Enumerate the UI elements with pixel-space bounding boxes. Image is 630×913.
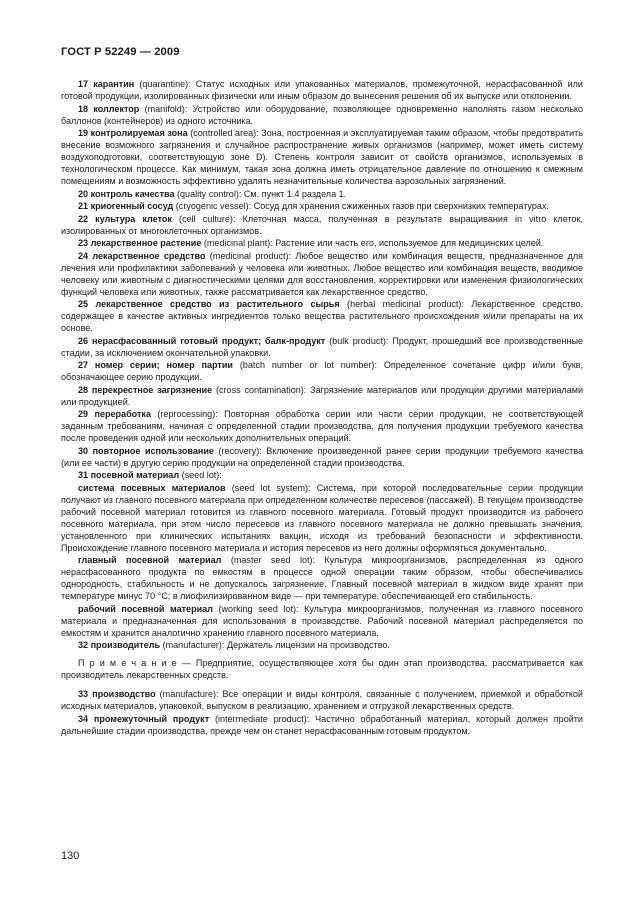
term-definition: (batch number or lot number): Определенное сочетание цифр и/или букв, обозначающее серию продукции. bbox=[61, 360, 583, 382]
term-definition: (quarantine): Статус исходных или упакованных материалов, промежуточной, нерасфасованной или готовой продукции, изолированных физически или иным образом до вынесения решения об их выпуске или отклонении. bbox=[61, 79, 583, 101]
term-definition: (medicinal plant): Растение или часть его, используемое для медицинских целей. bbox=[201, 238, 544, 248]
term-entry-34 bbox=[61, 713, 583, 737]
document-header: ГОСТ Р 52249 — 2009 bbox=[61, 46, 180, 58]
page-number: 130 bbox=[61, 850, 80, 862]
term-name: 34 промежуточный продукт bbox=[78, 713, 210, 724]
term-definition: (seed lot): bbox=[179, 470, 222, 480]
term-definition: (intermediate product): Частично обработанный материал, который должен пройти дальнейшие стадии производства, прежде чем он станет нерасфасованным готовым продуктом. bbox=[61, 713, 583, 736]
term-name: 31 посевной материал bbox=[78, 470, 180, 480]
term-entry-22 bbox=[61, 213, 583, 237]
term-definition: (manufacturer): Держатель лицензии на производство. bbox=[160, 640, 390, 650]
term-name: рабочий посевной материал bbox=[78, 603, 213, 614]
term-name: 17 карантин bbox=[78, 79, 135, 89]
term-entry-24 bbox=[61, 250, 583, 298]
term-name: 30 повторное использование bbox=[78, 445, 214, 456]
term-entry-27 bbox=[61, 359, 583, 383]
term-name: 22 культура клеток bbox=[78, 213, 172, 224]
note-paragraph bbox=[61, 657, 583, 681]
term-name: 18 коллектор bbox=[78, 103, 140, 114]
term-name: 27 номер серии; номер партии bbox=[78, 360, 233, 370]
term-definition: (cross contamination): Загрязнение материалов или продукции другими материалами или продукцией. bbox=[61, 384, 584, 407]
term-name: 26 нерасфасованный готовый продукт; балк-продукт bbox=[78, 335, 326, 346]
term-name: 24 лекарственное средство bbox=[78, 250, 206, 261]
term-name: система посевных материалов bbox=[78, 482, 226, 493]
term-entry-26 bbox=[61, 335, 583, 359]
term-entry-18 bbox=[61, 103, 583, 127]
term-entry-17 bbox=[61, 78, 583, 102]
term-entry-25 bbox=[61, 298, 583, 334]
term-entry-20 bbox=[61, 188, 583, 200]
term-definition: (bulk product): Продукт, прошедший все производственные стадии, за исключением окончательной упаковки. bbox=[61, 335, 583, 358]
term-entry-31-system bbox=[61, 482, 583, 554]
term-entry-30 bbox=[61, 445, 583, 469]
term-definition: (medicinal product): Любое вещество или комбинация веществ, предназначенное для лечения или профилактики заболеваний у человека или животных. Любое вещество или комбинация веществ, вводимое человеку или животным с диагностическими целями для восстановления, корректировки или изменения физиологических функций человека или животных, также рассматривается как лекарственное средство. bbox=[61, 250, 583, 297]
term-entry-31-working bbox=[61, 603, 583, 639]
term-definition: (herbal medicinal product): Лекарственное средство, содержащее в качестве активных ингредиентов только вещества растительного происхождения и/или препараты на их основе. bbox=[61, 299, 584, 333]
term-entry-23 bbox=[61, 237, 583, 249]
term-name: 20 контроль качества bbox=[78, 188, 175, 199]
note-text: — Предприятие, осуществляющее хотя бы один этап производства, рассматривается как производитель лекарственных средств. bbox=[61, 658, 583, 680]
term-definition: (manufacture): Все операции и виды контроля, связанные с получением, приемкой и обработкой исходных материалов, упаковкой, выпуском в реализацию, хранением и отгрузкой лекарственных средств. bbox=[61, 689, 583, 711]
term-name: главный посевной материал bbox=[78, 555, 222, 565]
term-definition: (master seed lot): Культура микроорганизмов, распределенная из одного нерасфасованного продукта по емкостям в процессе одной операции таким образом, чтобы обеспечивались однородность, стабильность и не допускалось загрязнение. Главный посевной материал в жидком виде хранят при температуре минус 70 °С; в лиофилизированном виде — при температуре, обеспечивающей его стабильность. bbox=[61, 555, 583, 601]
term-definition: (quality control): См. пункт 1.4 раздела 1. bbox=[174, 188, 347, 199]
note-label: П р и м е ч а н и е bbox=[78, 658, 177, 668]
term-name: 29 переработка bbox=[78, 409, 151, 419]
term-entry-32 bbox=[61, 639, 583, 651]
term-name: 28 перекрестное загрязнение bbox=[78, 384, 213, 395]
term-name: 33 производство bbox=[78, 689, 156, 699]
term-definition: (reprocessing): Повторная обработка серии или части серии продукции, не соответствующей заданным требованиям, начиная с определенной стадии производства, для получения продукции требуемого качества после проведения одной или нескольких дополнительных операций. bbox=[61, 409, 583, 443]
document-body bbox=[61, 78, 583, 737]
term-entry-31 bbox=[61, 469, 583, 481]
term-definition: (controlled area): Зона, построенная и эксплуатируемая таким образом, чтобы предотвратить внесение возможного загрязнения и случайное распространение живых организмов (например, может иметь систему воздухоподготовки, соответствующую зоне D). Степень контроля зависит от свойств организмов, используемых в технологическом процессе. Как минимум, такая зона должна иметь отрицательное давление по отношению к смежным помещениям и возможность эффективно удалять незначительные количества аэрозольных загрязнений. bbox=[61, 128, 583, 186]
term-entry-31-master bbox=[61, 554, 583, 602]
term-name: 23 лекарственное растение bbox=[78, 238, 202, 248]
term-entry-33 bbox=[61, 688, 583, 712]
term-definition: (cryogenic vessel): Сосуд для хранения сжиженных газов при сверхнизких температурах. bbox=[173, 201, 549, 211]
term-entry-29 bbox=[61, 408, 583, 444]
term-name: 19 контролируемая зона bbox=[78, 128, 188, 138]
term-definition: (working seed lot): Культура микроорганизмов, полученная из главного посевного материала и предназначенная для использования в производстве. Рабочий посевной материал распределяется по емкостям и хранится аналогично хранению главного посевного материала. bbox=[61, 603, 583, 638]
term-name: 32 производитель bbox=[78, 640, 161, 650]
term-definition: (cell culture): Клеточная масса, полученная в результате выращивания in vitro клеток, изолированных от многоклеточных организмов. bbox=[61, 213, 583, 236]
term-definition: (seed lot system): Система, при которой последовательные серии продукции получают из главного посевного материала при определенном количестве пересевов (пассажей). В текущем производстве рабочий посевной материал готовится из главного посевного материала. Готовый продукт производится из рабочего посевного материала, при этом число пересевов из главного посевного материала не должно превышать значения, установленного при клинических испытаниях вакцин, исходя из требований безопасности и эффективности. Происхождение главного посевного материала и история пересевов из него должны оформляться документально. bbox=[61, 482, 583, 553]
term-definition: (recovery): Включение произведенной ранее серии продукции требуемого качества (или ее части) в другую серию продукции на определенной стадии производства. bbox=[61, 445, 584, 468]
term-entry-19 bbox=[61, 127, 583, 187]
term-entry-21 bbox=[61, 200, 583, 212]
term-entry-28 bbox=[61, 384, 583, 408]
term-name: 21 криогенный сосуд bbox=[78, 201, 174, 211]
term-definition: (manifold): Устройство или оборудование, позволяющее одновременно наполнять газом несколько баллонов (контейнеров) из одного источника. bbox=[61, 103, 583, 126]
term-name: 25 лекарственное средство из растительного сырья bbox=[78, 299, 340, 309]
